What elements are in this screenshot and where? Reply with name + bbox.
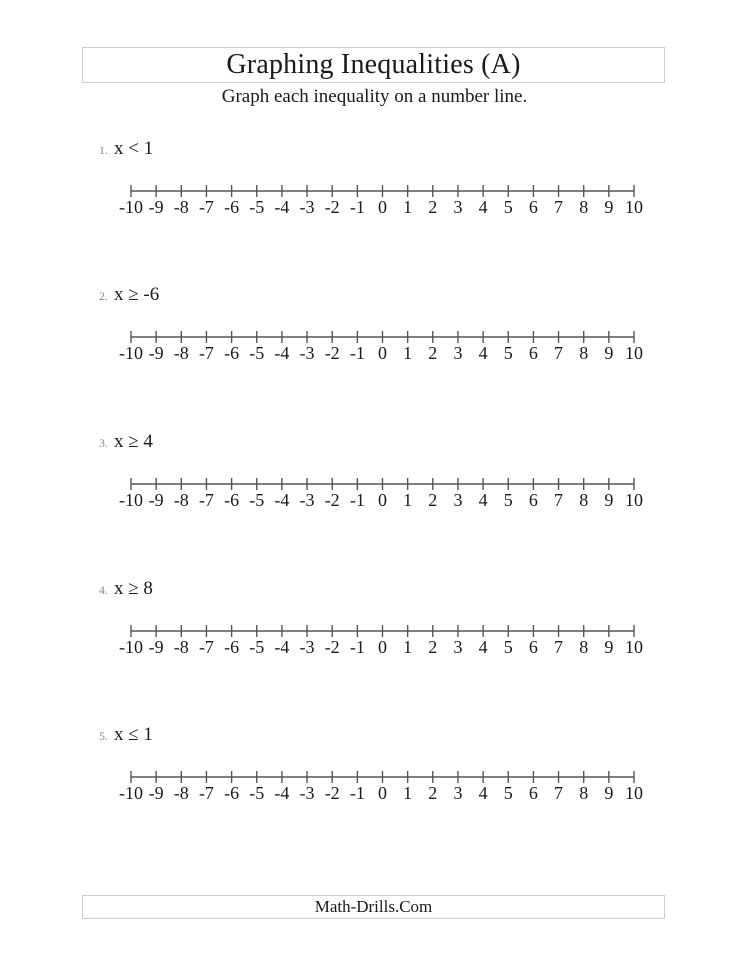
tick-label: -4: [274, 783, 290, 803]
tick-label: -10: [119, 343, 143, 363]
tick-label: 8: [579, 197, 589, 217]
tick-label: 5: [503, 197, 513, 217]
tick-label: -5: [249, 783, 265, 803]
tick-label: -2: [324, 637, 340, 657]
tick-label: 6: [528, 637, 538, 657]
tick-label: 5: [503, 637, 513, 657]
tick-label: 0: [378, 490, 387, 510]
tick-label: 9: [604, 197, 614, 217]
tick-label: 9: [604, 343, 614, 363]
tick-label: 4: [478, 637, 488, 657]
number-line[interactable]: [0, 624, 749, 704]
tick-label: -6: [224, 637, 240, 657]
number-line[interactable]: [0, 184, 749, 264]
tick-label: -2: [324, 783, 340, 803]
tick-label: -8: [173, 197, 189, 217]
number-line-axis: [0, 624, 749, 638]
tick-label: 7: [554, 197, 564, 217]
inequality-expression: x ≥ 4: [114, 431, 153, 452]
tick-label: 2: [428, 343, 438, 363]
tick-label: 8: [579, 783, 589, 803]
tick-label: 1: [403, 637, 413, 657]
tick-label: 0: [378, 783, 387, 803]
tick-label: -1: [349, 197, 365, 217]
tick-label: -3: [299, 343, 315, 363]
footer-box: [82, 895, 665, 919]
tick-label: 8: [579, 343, 589, 363]
tick-label: -7: [198, 783, 214, 803]
tick-label: 8: [579, 637, 589, 657]
tick-label: 10: [625, 637, 643, 657]
tick-label: 1: [403, 783, 413, 803]
tick-label: 7: [554, 343, 564, 363]
tick-label: 3: [453, 783, 463, 803]
problem-label: [99, 578, 153, 600]
tick-label: -10: [119, 783, 143, 803]
tick-label: -6: [224, 197, 240, 217]
tick-label: -5: [249, 637, 265, 657]
tick-label: 6: [528, 490, 538, 510]
tick-label: -7: [198, 343, 214, 363]
footer-text: Math-Drills.Com: [314, 897, 433, 916]
tick-label: 5: [503, 343, 513, 363]
tick-label: 1: [403, 343, 413, 363]
tick-label: -4: [274, 637, 290, 657]
tick-label: -1: [349, 637, 365, 657]
number-line[interactable]: [0, 770, 749, 850]
tick-label: -7: [198, 197, 214, 217]
tick-label: 10: [625, 490, 643, 510]
tick-label: -4: [274, 343, 290, 363]
tick-label: -6: [224, 783, 240, 803]
tick-label: -9: [148, 783, 164, 803]
problem-label: [99, 138, 153, 160]
tick-label: 3: [453, 197, 463, 217]
tick-label: -1: [349, 343, 365, 363]
tick-label: -8: [173, 783, 189, 803]
tick-labels: [0, 490, 749, 520]
inequality-expression: x ≥ 8: [114, 578, 153, 599]
tick-label: 7: [554, 637, 564, 657]
tick-label: 3: [453, 637, 463, 657]
tick-label: 0: [378, 637, 387, 657]
tick-label: 6: [528, 343, 538, 363]
tick-label: 0: [378, 197, 387, 217]
problem-number: 5.: [99, 729, 108, 743]
tick-label: -8: [173, 490, 189, 510]
problem-3: [0, 431, 749, 551]
tick-label: -5: [249, 197, 265, 217]
tick-label: 2: [428, 637, 438, 657]
tick-label: -3: [299, 783, 315, 803]
tick-labels: [0, 197, 749, 227]
problem-number: 3.: [99, 436, 108, 450]
problem-label: [99, 284, 159, 306]
tick-labels: [0, 783, 749, 813]
tick-label: 2: [428, 197, 438, 217]
instructions: Graph each inequality on a number line.: [221, 86, 528, 107]
inequality-expression: x ≥ -6: [114, 284, 160, 305]
title-box: [82, 47, 665, 83]
problem-number: 2.: [99, 289, 108, 303]
problem-5: [0, 724, 749, 844]
tick-label: 8: [579, 490, 589, 510]
tick-label: 4: [478, 197, 488, 217]
tick-label: -2: [324, 343, 340, 363]
problem-2: [0, 284, 749, 404]
tick-label: -4: [274, 197, 290, 217]
number-line[interactable]: [0, 330, 749, 410]
problem-label: [99, 431, 153, 453]
tick-label: -1: [349, 783, 365, 803]
tick-label: 2: [428, 490, 438, 510]
tick-label: -8: [173, 343, 189, 363]
number-line-axis: [0, 330, 749, 344]
tick-label: -3: [299, 637, 315, 657]
tick-label: -9: [148, 637, 164, 657]
problem-label: [99, 724, 153, 746]
problem-1: [0, 138, 749, 258]
tick-label: 2: [428, 783, 438, 803]
tick-label: 1: [403, 490, 413, 510]
inequality-expression: x < 1: [114, 138, 154, 159]
tick-label: -2: [324, 197, 340, 217]
inequality-expression: x ≤ 1: [114, 724, 153, 745]
tick-label: 9: [604, 637, 614, 657]
tick-label: 7: [554, 490, 564, 510]
problem-number: 4.: [99, 583, 108, 597]
number-line-axis: [0, 770, 749, 784]
tick-label: 10: [625, 783, 643, 803]
tick-label: 4: [478, 783, 488, 803]
tick-label: -1: [349, 490, 365, 510]
tick-label: -2: [324, 490, 340, 510]
tick-label: -3: [299, 490, 315, 510]
tick-label: 10: [625, 343, 643, 363]
tick-label: 6: [528, 197, 538, 217]
tick-label: -9: [148, 343, 164, 363]
tick-label: -10: [119, 637, 143, 657]
tick-label: 5: [503, 490, 513, 510]
tick-label: 9: [604, 490, 614, 510]
number-line-axis: [0, 184, 749, 198]
tick-label: -5: [249, 490, 265, 510]
tick-label: 9: [604, 783, 614, 803]
tick-label: -4: [274, 490, 290, 510]
tick-labels: [0, 343, 749, 373]
tick-label: 3: [453, 490, 463, 510]
tick-label: -6: [224, 490, 240, 510]
tick-label: -9: [148, 197, 164, 217]
tick-label: -8: [173, 637, 189, 657]
tick-label: -5: [249, 343, 265, 363]
tick-label: -9: [148, 490, 164, 510]
tick-label: 0: [378, 343, 387, 363]
tick-label: 3: [453, 343, 463, 363]
tick-label: -10: [119, 197, 143, 217]
tick-label: -6: [224, 343, 240, 363]
tick-label: 1: [403, 197, 413, 217]
tick-label: 6: [528, 783, 538, 803]
tick-label: 4: [478, 490, 488, 510]
number-line[interactable]: [0, 477, 749, 557]
tick-label: 10: [625, 197, 643, 217]
problem-4: [0, 578, 749, 698]
tick-labels: [0, 637, 749, 667]
tick-label: 5: [503, 783, 513, 803]
number-line-axis: [0, 477, 749, 491]
tick-label: -3: [299, 197, 315, 217]
problem-number: 1.: [99, 143, 108, 157]
tick-label: -7: [198, 637, 214, 657]
tick-label: 4: [478, 343, 488, 363]
tick-label: -10: [119, 490, 143, 510]
tick-label: 7: [554, 783, 564, 803]
tick-label: -7: [198, 490, 214, 510]
page-title: Graphing Inequalities (A): [226, 49, 521, 80]
